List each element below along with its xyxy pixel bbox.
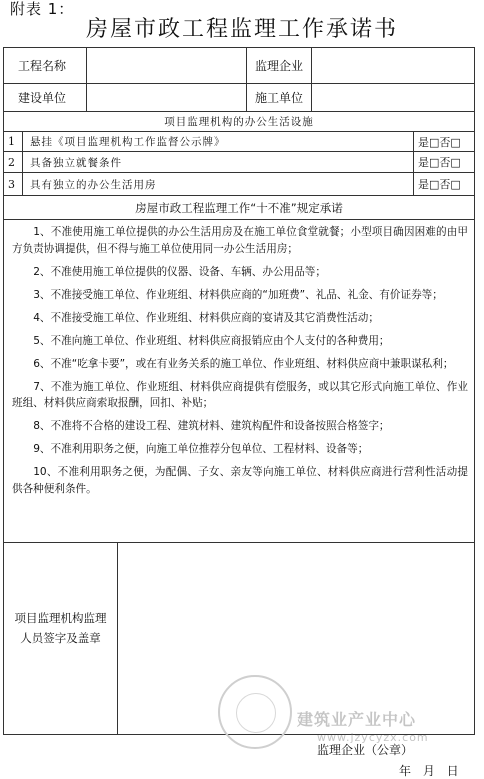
signature-label-line1: 项目监理机构监理 [14, 611, 107, 625]
date-label: 年 月 日 [399, 764, 459, 778]
annex-label: 附表 1： [10, 0, 75, 18]
facilities-heading-row [4, 112, 474, 132]
pledge-heading-row [4, 196, 474, 220]
facility-text: 具有独立的办公生活用房 [30, 178, 157, 191]
facility-row [4, 152, 474, 173]
watermark-seal-icon [218, 675, 292, 749]
supervision-company-field[interactable] [312, 48, 474, 83]
commitment-form [3, 47, 475, 778]
pledge-item: 7、不准为施工单位、作业班组、材料供应商提供有偿服务，或以其它形式向施工单位、作业班组、材料供应商索取报酬，回扣、补贴； [12, 380, 468, 409]
page-title: 房屋市政工程监理工作承诺书 [85, 17, 398, 42]
contractor-unit-label: 施工单位 [255, 91, 304, 105]
facility-row [4, 173, 474, 196]
watermark-url: www.jzycyzx.com [317, 731, 429, 744]
supervision-company-label: 监理企业 [255, 59, 304, 73]
construction-unit-field[interactable] [87, 84, 246, 111]
pledge-item: 6、不准“吃拿卡要”，或在有业务关系的施工单位、作业班组、材料供应商中兼职谋私利； [33, 357, 454, 370]
signature-label-line2: 人员签字及盖章 [20, 631, 101, 645]
pledge-item: 2、不准使用施工单位提供的仪器、设备、车辆、办公用品等； [33, 265, 326, 278]
pledge-list [4, 224, 474, 504]
info-row-units [4, 84, 474, 112]
facility-yes-no-checkbox[interactable]: 是□否□ [418, 178, 461, 191]
pledge-heading: 房屋市政工程监理工作“十不准”规定承诺 [135, 200, 343, 215]
facilities-heading: 项目监理机构的办公生活设施 [164, 116, 314, 128]
facility-number: 1 [8, 135, 15, 148]
facility-yes-no-checkbox[interactable]: 是□否□ [418, 135, 461, 149]
facility-number: 3 [8, 177, 15, 191]
company-seal-label: 监理企业（公章） [317, 743, 414, 757]
pledge-item: 5、不准向施工单位、作业班组、材料供应商报销应由个人支付的各种费用； [33, 334, 390, 347]
pledge-item: 9、不准利用职务之便，向施工单位推荐分包单位、工程材料、设备等； [33, 443, 369, 455]
construction-unit-label: 建设单位 [18, 91, 67, 105]
signature-area[interactable] [118, 543, 474, 734]
project-name-field[interactable] [87, 48, 246, 83]
info-row-project [4, 48, 474, 84]
pledge-item: 4、不准接受施工单位、作业班组、材料供应商的宴请及其它消费性活动； [33, 311, 379, 324]
watermark-name: 建筑业产业中心 [297, 710, 417, 729]
project-name-label: 工程名称 [18, 59, 67, 73]
signature-label [4, 608, 117, 648]
pledge-item: 10、不准利用职务之便，为配偶、子女、亲友等向施工单位、材料供应商进行营利性活动提供各种便利条件。 [12, 466, 468, 495]
pledge-item: 8、不准将不合格的建设工程、建筑材料、建筑构配件和设备按照合格签字； [33, 420, 390, 432]
facility-yes-no-checkbox[interactable]: 是□否□ [418, 156, 461, 169]
facility-text: 具备独立就餐条件 [30, 156, 122, 169]
contractor-unit-field[interactable] [312, 84, 474, 111]
facility-text: 悬挂《项目监理机构工作监督公示牌》 [30, 136, 226, 148]
pledge-item: 3、不准接受施工单位、作业班组、材料供应商的“加班费”、礼品、礼金、有价证券等； [33, 288, 443, 301]
facility-number: 2 [8, 155, 15, 169]
pledge-item: 1、不准使用施工单位提供的办公生活用房及在施工单位食堂就餐；小型项目确因困难的由甲方负责协调提供，但不得与施工单位使用同一办公生活用房； [12, 226, 468, 255]
facility-row [4, 132, 474, 152]
